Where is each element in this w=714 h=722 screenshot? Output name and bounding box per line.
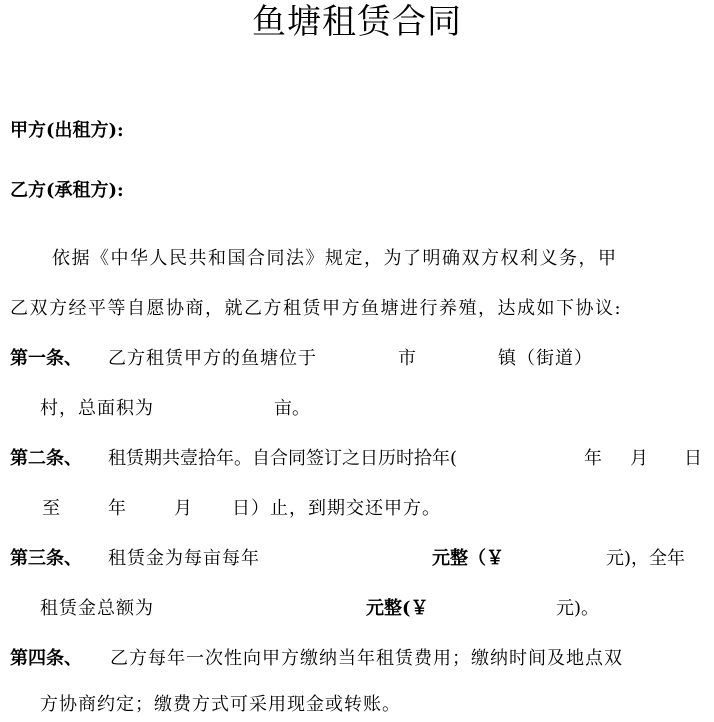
article-2-end-month: 月 (174, 498, 192, 519)
article-2-end-year: 年 (108, 498, 126, 519)
article-1-village: 村，总面积为 (40, 398, 154, 419)
article-2-end-day: 日）止，到期交还甲方。 (232, 498, 441, 519)
article-2-to: 至 (42, 498, 60, 519)
article-1-town: 镇（街道） (498, 348, 593, 369)
article-3-yuan-end: 元)。 (556, 598, 600, 619)
article-2-start-day: 日 (684, 448, 702, 469)
article-4-line-2: 方协商约定；缴费方式可采用现金或转账。 (40, 694, 401, 715)
article-3-total-label: 租赁金总额为 (40, 598, 154, 619)
party-a-label: 甲方(出租方): (10, 120, 124, 141)
document-title: 鱼塘租赁合同 (252, 2, 462, 42)
article-3-yuan-annual: 元)，全年 (606, 548, 686, 569)
party-b-label: 乙方(承租方): (10, 180, 124, 201)
intro-line-1: 依据《中华人民共和国合同法》规定，为了明确双方权利义务，甲 (52, 248, 618, 269)
article-1-area-unit: 亩。 (274, 398, 310, 419)
article-3-text-a: 租赁金为每亩每年 (108, 548, 260, 569)
article-4-line-1: 乙方每年一次性向甲方缴纳当年租赁费用；缴纳时间及地点双 (110, 648, 623, 669)
article-2-start-month: 月 (630, 448, 648, 469)
article-2-label: 第二条、 (10, 448, 82, 469)
article-1-label: 第一条、 (10, 348, 82, 369)
article-4-label: 第四条、 (10, 648, 82, 669)
intro-line-2: 乙双方经平等自愿协商，就乙方租赁甲方鱼塘进行养殖，达成如下协议: (10, 298, 623, 319)
article-3-label: 第三条、 (10, 548, 82, 569)
article-2-text-a: 租赁期共壹拾年。自合同签订之日历时拾年( (108, 448, 458, 469)
article-2-start-year: 年 (584, 448, 602, 469)
article-1-text-a: 乙方租赁甲方的鱼塘位于 (108, 348, 317, 369)
article-3-yuan-zheng-2: 元整(￥ (366, 598, 429, 619)
article-1-city: 市 (398, 348, 416, 369)
article-3-yuan-zheng-1: 元整（￥ (432, 548, 504, 569)
